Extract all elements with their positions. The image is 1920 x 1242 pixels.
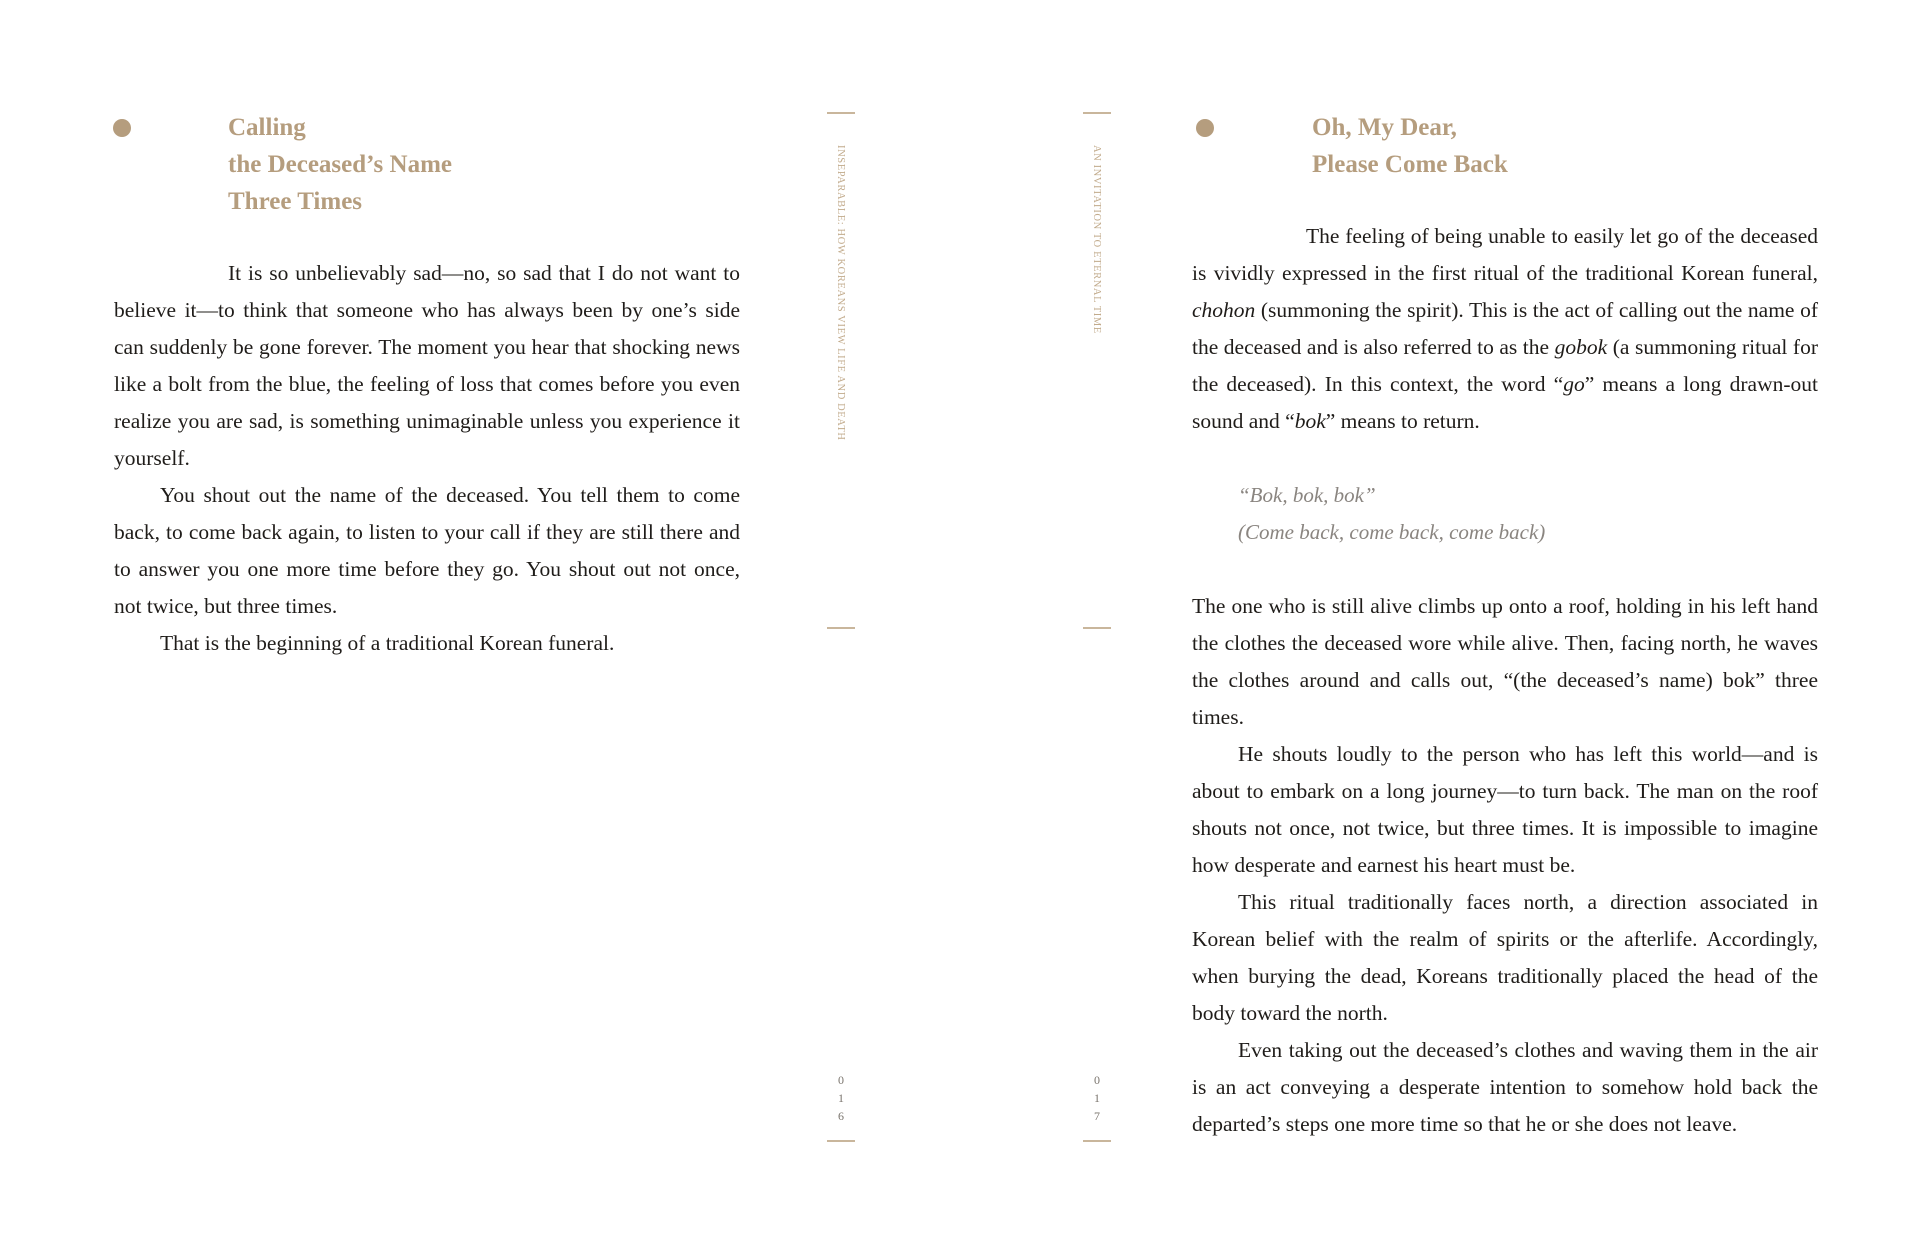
- paragraph: That is the beginning of a traditional Korean funeral.: [160, 631, 615, 655]
- title-line: Please Come Back: [1312, 151, 1508, 178]
- quote-line: “Bok, bok, bok”: [1238, 483, 1376, 507]
- title-line: Oh, My Dear,: [1312, 114, 1457, 141]
- margin-rule: [827, 1140, 855, 1142]
- paragraph: The one who is still alive climbs up onto a roof, holding in his left hand the clothes the deceased wore while alive. Then, facing north, he waves the clothes around and calls out, “(the deceased’s name) bok” three times.: [1192, 594, 1818, 729]
- italic-term: bok: [1294, 409, 1326, 433]
- margin-rule: [1083, 112, 1111, 114]
- right-page: [960, 0, 1920, 1242]
- running-head: AN INVITATION TO ETERNAL TIME: [1091, 145, 1102, 334]
- text-run: (a summoning ritual for the deceased). In this context, the word “: [1192, 335, 1819, 396]
- right-page-title: [1312, 109, 1508, 183]
- right-body-text: [1192, 588, 1818, 1143]
- section-bullet-icon: [1196, 119, 1214, 137]
- margin-rule: [827, 627, 855, 629]
- paragraph: This ritual traditionally faces north, a direction associated in Korean belief with the realm of spirits or the afterlife. Accordingly, when burying the dead, Koreans traditionally placed the head of the body toward the north.: [1192, 890, 1818, 1025]
- quote-line: (Come back, come back, come back): [1238, 520, 1546, 544]
- italic-term: chohon: [1192, 298, 1256, 322]
- left-page-title: [228, 109, 452, 220]
- margin-rule: [827, 112, 855, 114]
- page-number-digit: 0: [1094, 1073, 1100, 1087]
- text-run: ” means a long drawn-out sound and “: [1192, 372, 1818, 433]
- block-quote: [1238, 477, 1545, 551]
- text-run: The feeling of being unable to easily let go of the deceased is vividly expressed in the first ritual of the traditional Korean funeral,: [1192, 224, 1818, 285]
- page-number-digit: 0: [838, 1073, 844, 1087]
- italic-term: gobok: [1554, 335, 1608, 359]
- paragraph: He shouts loudly to the person who has left this world—and is about to embark on a long journey—to turn back. The man on the roof shouts not once, not twice, but three times. It is impossible to imagine how desperate and earnest his heart must be.: [1192, 742, 1818, 877]
- paragraph: [1192, 218, 1818, 440]
- right-intro-text: [1192, 218, 1818, 440]
- page-number-digit: 6: [838, 1109, 844, 1123]
- title-line: Calling: [228, 114, 306, 141]
- italic-term: go: [1563, 372, 1585, 396]
- left-body-text: [114, 255, 740, 662]
- text-run: ” means to return.: [1325, 409, 1480, 433]
- title-line: Three Times: [228, 188, 363, 215]
- page-number-digit: 7: [1094, 1109, 1100, 1123]
- margin-rule: [1083, 1140, 1111, 1142]
- section-bullet-icon: [113, 119, 131, 137]
- page-number: [831, 1071, 851, 1125]
- running-head: INSEPARABLE: HOW KOREANS VIEW LIFE AND DEATH: [835, 145, 846, 441]
- paragraph: Even taking out the deceased’s clothes and waving them in the air is an act conveying a desperate intention to somehow hold back the departed’s steps one more time so that he or she does not leave.: [1192, 1038, 1818, 1136]
- text-run: (summoning the spirit). This is the act of calling out the name of the deceased and is also referred to as the: [1192, 298, 1818, 359]
- page-number-digit: 1: [1094, 1091, 1100, 1105]
- paragraph: You shout out the name of the deceased. You tell them to come back, to come back again, to listen to your call if they are still there and to answer you one more time before they go. You shout out not once, not twice, but three times.: [114, 483, 740, 618]
- page-number-digit: 1: [838, 1091, 844, 1105]
- margin-rule: [1083, 627, 1111, 629]
- title-line: the Deceased’s Name: [228, 151, 452, 178]
- page-number: [1087, 1071, 1107, 1125]
- paragraph: It is so unbelievably sad—no, so sad that I do not want to believe it—to think that someone who has always been by one’s side can suddenly be gone forever. The moment you hear that shocking news like a bolt from the blue, the feeling of loss that comes before you even realize you are sad, is something unimaginable unless you experience it yourself.: [114, 261, 740, 470]
